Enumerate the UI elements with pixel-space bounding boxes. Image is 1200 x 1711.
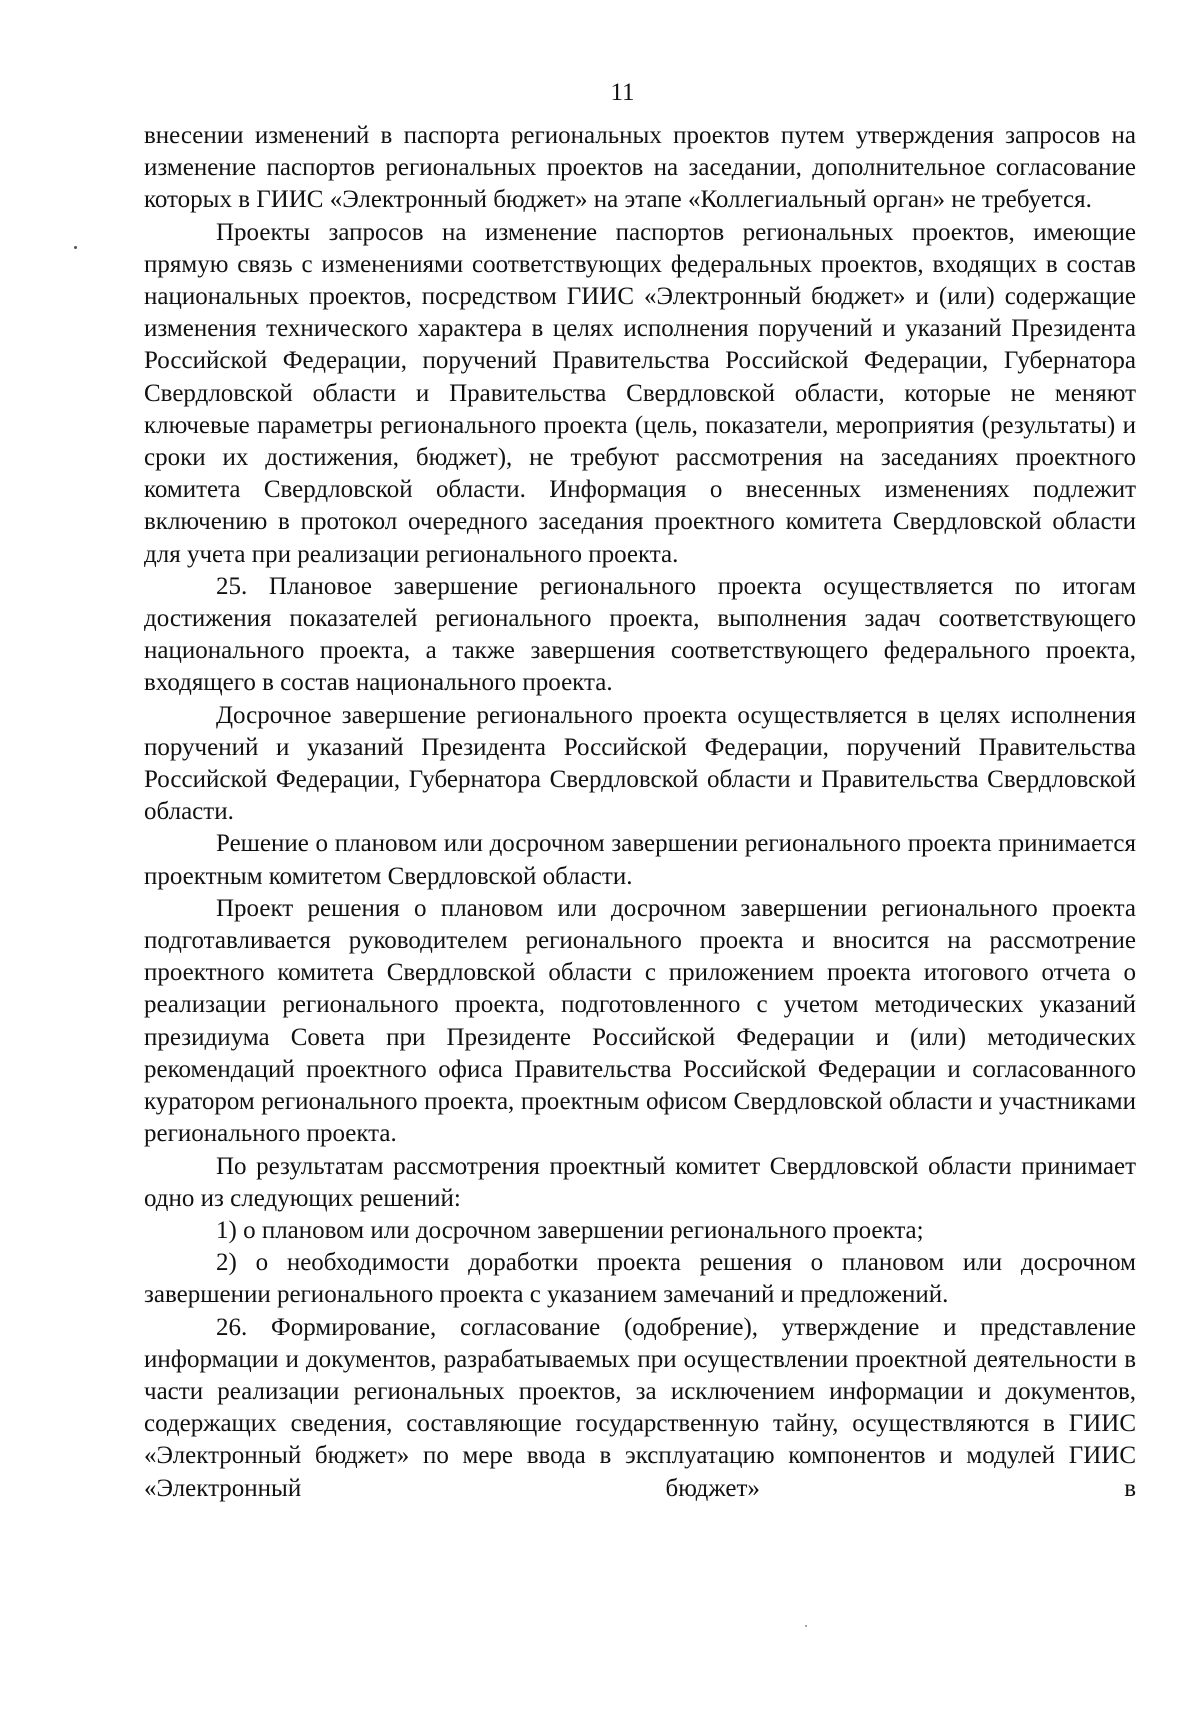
paragraph-item-25: 25. Плановое завершение регионального проекта осуществляется по итогам достижения показателей регионального проекта, выполнения задач соответствующего национального проекта, а также завершения соответствующего федерального проекта, входящего в состав национального проекта. [144,572,1136,697]
paragraph-continuation: внесении изменений в паспорта региональных проектов путем утверждения запросов на изменение паспортов региональных проектов на заседании, дополнительное согласование которых в ГИИС «Электронный бюджет» на этапе «Коллегиальный орган» не требуется. [144,122,1136,214]
paragraph-option-2: 2) о необходимости доработки проекта решения о плановом или досрочном завершении регионального проекта с указанием замечаний и предложений. [144,1249,1136,1309]
paragraph-request-drafts: Проекты запросов на изменение паспортов региональных проектов, имеющие прямую связь с изменениями соответствующих федеральных проектов, входящих в состав национальных проектов, посредством ГИИС «Электронный бюджет» и (или) содержащие изменения технического характера в целях исполнения поручений и указаний Президента Российской Федерации, поручений Правительства Российской Федерации, Губернатора Свердловской области и Правительства Свердловской области, которые не меняют ключевые параметры регионального проекта (цель, показатели, мероприятия (результаты) и сроки их достижения, бюджет), не требуют рассмотрения на заседаниях проектного комитета Свердловской области. Информация о внесенных изменениях подлежит включению в протокол очередного заседания проектного комитета Свердловской области для учета при реализации регионального проекта. [144,218,1136,568]
paragraph-review-results: По результатам рассмотрения проектный комитет Свердловской области принимает одно из следующих решений: [144,1152,1136,1212]
scan-speck-bottom [805,1625,807,1627]
document-body [144,120,1136,1505]
paragraph-option-1: 1) о плановом или досрочном завершении регионального проекта; [216,1216,924,1244]
paragraph-early-completion: Досрочное завершение регионального проекта осуществляется в целях исполнения поручений и указаний Президента Российской Федерации, поручений Правительства Российской Федерации, Губернатора Свердловской области и Правительства Свердловской области. [144,701,1136,826]
paragraph-draft-decision: Проект решения о плановом или досрочном завершении регионального проекта подготавливается руководителем регионального проекта и вносится на рассмотрение проектного комитета Свердловской области с приложением проекта итогового отчета о реализации регионального проекта, подготовленного с учетом методических указаний президиума Совета при Президенте Российской Федерации и (или) методических рекомендаций проектного офиса Правительства Российской Федерации и согласованного куратором регионального проекта, проектным офисом Свердловской области и участниками регионального проекта. [144,894,1136,1148]
paragraph-item-26: 26. Формирование, согласование (одобрение), утверждение и представление информации и документов, разрабатываемых при осуществлении проектной деятельности в части реализации региональных проектов, за исключением информации и документов, содержащих сведения, составляющие государственную тайну, осуществляются в ГИИС «Электронный бюджет» по мере ввода в эксплуатацию компонентов и модулей ГИИС «Электронный бюджет» в [144,1313,1136,1502]
scan-speck-left [74,246,77,249]
paragraph-decision: Решение о плановом или досрочном завершении регионального проекта принимается проектным комитетом Свердловской области. [144,830,1136,890]
page-number: 11 [610,79,635,106]
